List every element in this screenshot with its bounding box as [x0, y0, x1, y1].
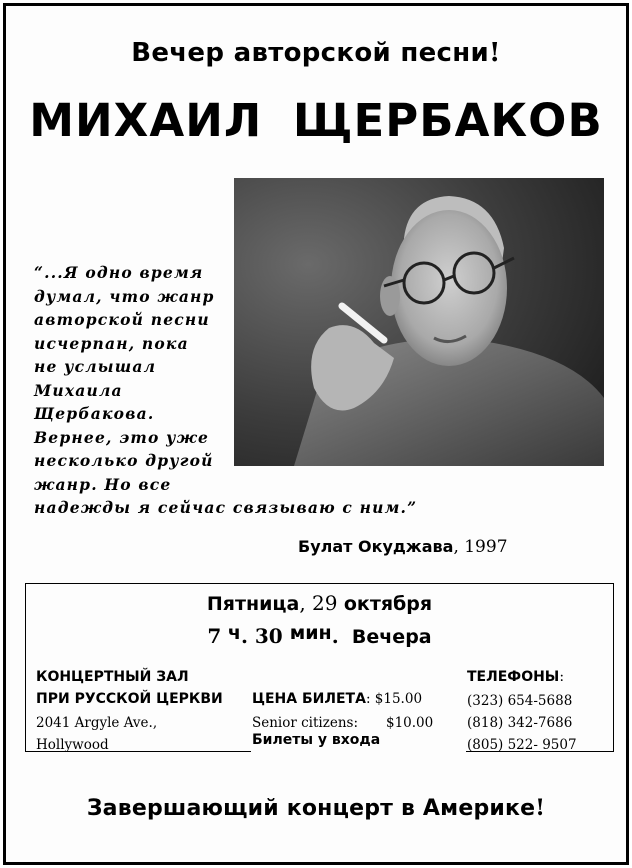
venue-line-2: ПРИ РУССКОЙ ЦЕРКВИ: [36, 691, 223, 707]
phone-number: (805) 522- 9507: [467, 737, 577, 753]
venue-address-2: Hollywood: [36, 737, 109, 753]
event-month: октября: [343, 593, 433, 615]
quote-author-name: Булат Окуджава: [298, 537, 454, 556]
event-day: Пятница: [206, 593, 300, 615]
event-time: [26, 624, 613, 648]
phones-header: [467, 669, 564, 685]
venue-address-1: 2041 Argyle Ave.,: [36, 715, 158, 731]
phone-number: (818) 342-7686: [467, 715, 573, 731]
quote-line: надежды я сейчас связываю с ним.”: [34, 498, 418, 517]
event-title: [6, 38, 626, 68]
quote-block: [34, 261, 464, 520]
venue-line-1: КОНЦЕРТНЫЙ ЗАЛ: [36, 669, 189, 685]
closing-mark: !: [535, 795, 546, 821]
quote-line: Щербакова.: [34, 404, 155, 423]
event-hour: 7: [207, 624, 222, 648]
event-minutes: . 30: [240, 624, 290, 648]
quote-line: Вернее, это уже: [34, 427, 210, 447]
event-hour-unit: ч: [227, 622, 241, 644]
ticket-price-value: : $15.00: [365, 691, 423, 707]
event-evening: Вечера: [351, 626, 432, 648]
ticket-price-label: ЦЕНА БИЛЕТА: [252, 691, 366, 707]
artist-name: МИХАИЛ ЩЕРБАКОВ: [29, 94, 603, 147]
quote-author: [298, 537, 508, 557]
phone-number: (323) 654-5688: [467, 693, 573, 709]
tickets-at-door: Билеты у входа: [252, 732, 381, 748]
concert-poster: [3, 3, 629, 865]
event-time-dot: .: [331, 624, 339, 648]
event-title-text: Вечер авторской песни: [131, 38, 490, 68]
phones-colon: :: [559, 669, 565, 685]
quote-line: несколько другой: [34, 451, 214, 470]
ticket-price: [252, 691, 422, 707]
event-title-mark: !: [489, 38, 501, 68]
quote-line: “...Я одно время: [34, 263, 204, 282]
event-date: [26, 591, 613, 615]
senior-label: Senior citizens:: [252, 715, 359, 731]
event-minutes-unit: мин: [289, 622, 332, 644]
quote-line: думал, что жанр: [34, 286, 215, 306]
quote-line: жанр. Но все: [34, 474, 172, 494]
event-info-box: [25, 583, 614, 752]
phones-label: ТЕЛЕФОНЫ: [467, 669, 560, 685]
quote-year: , 1997: [453, 537, 508, 557]
senior-price: $10.00: [386, 715, 434, 731]
quote-line: не услышал: [34, 357, 157, 376]
quote-line: исчерпан, пока: [34, 333, 189, 353]
event-date-number: , 29: [299, 591, 344, 615]
closing-text: Завершающий концерт в Америке: [86, 796, 536, 821]
closing-line: [6, 795, 626, 821]
quote-line: авторской песни: [34, 310, 210, 329]
quote-line: Михаила: [34, 380, 123, 400]
